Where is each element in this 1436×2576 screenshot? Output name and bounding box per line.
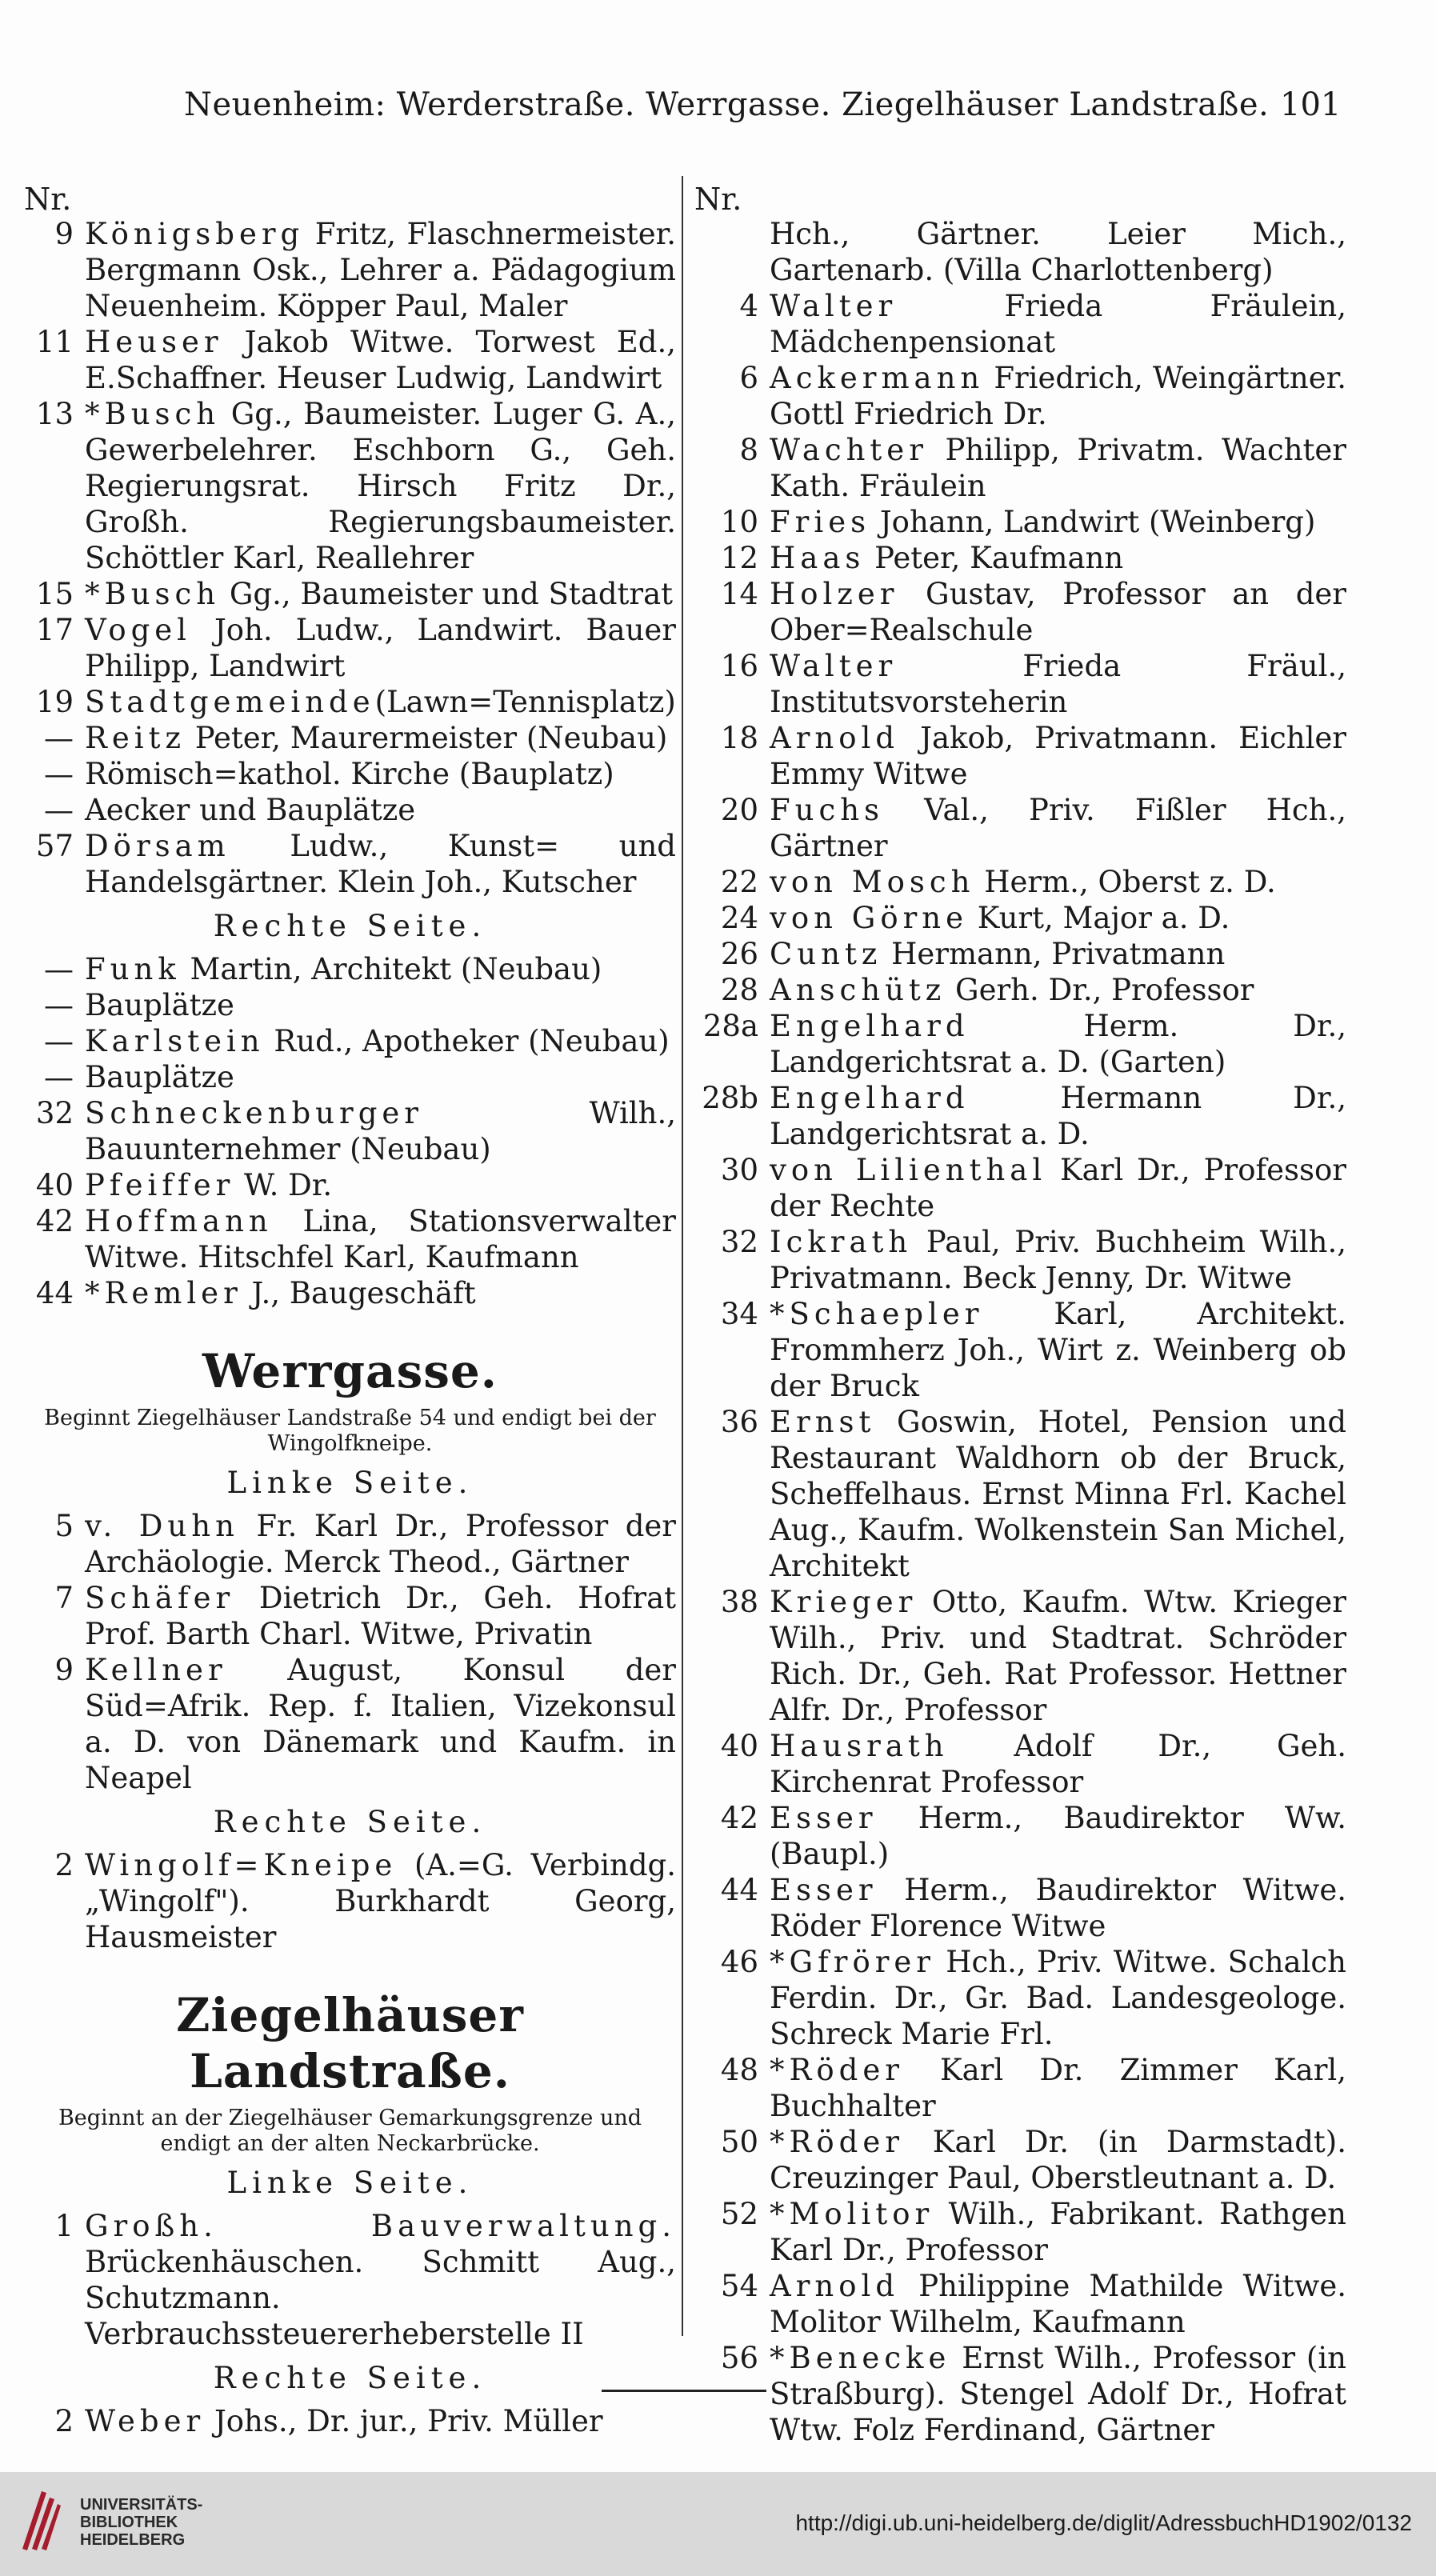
resident-name: *Röder [770,2125,904,2159]
address-entry [24,951,676,987]
entry-text [85,1095,676,1167]
address-entry [24,987,676,1023]
house-number: 10 [720,505,758,539]
side-heading: Linke Seite. [226,1466,474,1500]
entry-text [770,360,1346,432]
address-entry [24,684,676,720]
entry-text [770,972,1346,1008]
entry-details: W. Dr. [234,1168,333,1202]
resident-name: Ackermann [770,361,985,395]
house-number: 20 [720,793,758,827]
house-number: 38 [720,1585,758,1619]
resident-name: v. Duhn [85,1509,239,1543]
side-heading: Rechte Seite. [213,2361,487,2395]
house-number: 57 [35,829,74,863]
resident-name: Cuntz [770,937,882,971]
house-number: 2 [54,1848,74,1882]
house-number: 26 [720,937,758,971]
house-number: 12 [720,541,758,575]
address-entry [24,576,676,612]
column-divider [682,176,683,2336]
entry-details: Johann, Landwirt (Weinberg) [870,505,1316,539]
entry-details: Aecker und Bauplätze [85,793,416,827]
house-number: — [44,793,74,827]
side-heading: Rechte Seite. [213,1805,487,1839]
entry-text [770,648,1346,720]
entry-details: Philipp, Privatm. Wachter Kath. Fräulein [770,433,1346,503]
entry-details: Lina, Stationsverwalter Witwe. Hitschfel Karl, Kaufmann [85,1204,676,1274]
resident-name: *Benecke [770,2341,951,2375]
address-entry [24,1203,676,1275]
address-entry [694,216,1346,288]
address-entry [694,972,1346,1008]
entry-details: Peter, Maurermeister (Neubau) [185,721,668,755]
entry-details: Bauplätze [85,988,234,1022]
entry-details: Otto, Kaufm. Wtw. Krieger Wilh., Priv. und Stadtrat. Schröder Rich. Dr., Geh. Rat Professor. Hettner Alfr. Dr., Professor [770,1585,1346,1727]
entry-details: Karl Dr., Professor der Rechte [770,1153,1346,1223]
resident-name: Walter [770,289,898,323]
entry-details: Herm., Baudirektor Witwe. Röder Florence Witwe [770,1873,1346,1943]
entry-text [85,1167,676,1203]
address-entry [694,720,1346,792]
entry-details: Karl Dr. Zimmer Karl, Buchhalter [770,2053,1346,2123]
address-entry [694,540,1346,576]
address-entry [24,792,676,828]
street-note: Beginnt Ziegelhäuser Landstraße 54 und endigt bei der Wingolfkneipe. [44,1406,656,1456]
page-number: 101 [1280,86,1342,123]
address-entry [24,396,676,576]
entry-text [770,576,1346,648]
house-number: 14 [720,577,758,611]
running-head: Neuenheim: Werderstraße. Werrgasse. Ziegelhäuser Landstraße. [184,86,1270,123]
entry-text [85,1023,676,1059]
street-heading-ziegelhaeuser: Ziegelhäuser Landstraße. [176,1988,524,2098]
house-number: 28b [702,1081,758,1115]
address-entry [694,360,1346,432]
entry-details: Frieda Fräulein, Mädchenpensionat [770,289,1346,359]
entry-text [770,1584,1346,1728]
entry-text [85,324,676,396]
resident-name: Anschütz [770,973,946,1007]
entry-details: Hch., Gärtner. Leier Mich., Gartenarb. (Villa Charlottenberg) [770,217,1346,287]
entry-text [770,1872,1346,1944]
address-entry [694,1296,1346,1404]
house-number: 1 [54,2209,74,2243]
address-entry [694,1944,1346,2052]
resident-name: Esser [770,1873,878,1907]
entry-details: (Lawn=Tennisplatz) [374,685,676,719]
house-number: 54 [720,2269,758,2303]
entry-details: Peter, Kaufmann [865,541,1124,575]
house-number: — [44,988,74,1022]
entry-details: Hch., Priv. Witwe. Schalch Ferdin. Dr., Gr. Bad. Landesgeologe. Schreck Marie Frl. [770,1945,1346,2051]
entry-details: Jakob, Privatmann. Eichler Emmy Witwe [770,721,1346,791]
house-number: 34 [720,1297,758,1331]
entry-details: Römisch=kathol. Kirche (Bauplatz) [85,757,614,791]
address-entry [24,1847,676,1955]
entry-details: Herm., Oberst z. D. [974,865,1276,899]
address-entry [24,612,676,684]
address-entry [24,756,676,792]
address-entry [24,1508,676,1580]
house-number [694,216,770,288]
library-logo-icon [18,2486,62,2554]
entry-details: Val., Priv. Fißler Hch., Gärtner [770,793,1346,863]
resident-name: Wachter [770,433,928,467]
address-entry [24,1023,676,1059]
entry-text [770,1008,1346,1080]
entry-details: Ludw., Kunst= und Handelsgärtner. Klein Joh., Kutscher [85,829,676,899]
entry-text [770,2268,1346,2340]
entry-text [770,216,1346,288]
resident-name: Schneckenburger [85,1096,423,1130]
resident-name: Pfeiffer [85,1168,235,1202]
house-number: 50 [720,2125,758,2159]
entry-details: Adolf Dr., Geh. Kirchenrat Professor [770,1729,1346,1799]
resident-name: Großh. Bauverwaltung. [85,2209,676,2243]
house-number: 2 [54,2404,74,2438]
address-entry [694,2268,1346,2340]
side-heading: Linke Seite. [226,2166,474,2200]
entry-details: Martin, Architekt (Neubau) [180,952,602,986]
end-rule [602,2390,766,2392]
entry-details: Goswin, Hotel, Pension und Restaurant Waldhorn ob der Bruck, Scheffelhaus. Ernst Minna Frl. Kachel Aug., Kaufm. Wolkenstein San Michel, Architekt [770,1405,1346,1583]
entry-text [85,1203,676,1275]
entry-text [85,951,676,987]
entry-text [770,2124,1346,2196]
address-entry [24,1652,676,1796]
right-column [694,182,1346,2448]
entry-details: Hermann Dr., Landgerichtsrat a. D. [770,1081,1346,1151]
address-entry [694,2340,1346,2448]
address-entry [694,2052,1346,2124]
nr-label: Nr. [694,182,742,217]
resident-name: von Lilienthal [770,1153,1047,1187]
entry-text [85,792,676,828]
entry-list [24,1847,676,1955]
address-entry [694,1584,1346,1728]
entry-details: Fritz, Flaschnermeister. Bergmann Osk., Lehrer a. Pädagogium Neuenheim. Köpper Paul, Maler [85,217,676,323]
resident-name: *Busch [85,577,221,611]
entry-text [770,1404,1346,1584]
source-url-link[interactable]: http://digi.ub.uni-heidelberg.de/diglit/AdressbuchHD1902/0132 [795,2510,1412,2535]
house-number: 19 [35,685,74,719]
entry-text [770,936,1346,972]
house-number: — [44,721,74,755]
house-number: 56 [720,2341,758,2375]
resident-name: Kellner [85,1653,227,1687]
entry-text [770,1944,1346,2052]
entry-text [85,1580,676,1652]
resident-name: von Mosch [770,865,975,899]
address-entry [694,936,1346,972]
entry-details: (A.=G. Verbindg. „Wingolf"). Burkhardt Georg, Hausmeister [85,1848,676,1954]
entry-text [770,540,1346,576]
address-entry [24,1275,676,1311]
entry-text [770,1152,1346,1224]
address-entry [694,1872,1346,1944]
resident-name: Arnold [770,721,900,755]
entry-list [694,216,1346,2448]
house-number: 6 [739,361,758,395]
entry-text [85,612,676,684]
entry-text [770,2052,1346,2124]
resident-name: *Busch [85,397,221,431]
entry-details: Frieda Fräul., Institutsvorsteherin [770,649,1346,719]
entry-list [24,2208,676,2352]
resident-name: *Remler [85,1276,242,1310]
entry-details: Philippine Mathilde Witwe. Molitor Wilhelm, Kaufmann [770,2269,1346,2339]
entry-text [770,288,1346,360]
entry-text [85,2208,676,2352]
resident-name: Engelhard [770,1009,970,1043]
house-number: 22 [720,865,758,899]
entry-details: Herm., Baudirektor Ww. (Baupl.) [770,1801,1346,1871]
address-entry [694,1080,1346,1152]
address-entry [24,2208,676,2352]
resident-name: Haas [770,541,866,575]
left-column [24,182,676,2439]
entry-text [85,576,676,612]
entry-text [770,720,1346,792]
house-number: 16 [720,649,758,683]
entry-text [770,900,1346,936]
entry-details: Gg., Baumeister und Stadtrat [220,577,673,611]
house-number: 52 [720,2197,758,2231]
resident-name: Reitz [85,721,186,755]
address-entry [694,1728,1346,1800]
entry-text [770,1728,1346,1800]
entry-details: August, Konsul der Süd=Afrik. Rep. f. Italien, Vizekonsul a. D. von Dänemark und Kaufm. in Neapel [85,1653,676,1795]
entry-text [85,1508,676,1580]
entry-details: Gustav, Professor an der Ober=Realschule [770,577,1346,647]
entry-text [770,1800,1346,1872]
entry-text [770,432,1346,504]
house-number: — [44,952,74,986]
entry-text [770,1224,1346,1296]
resident-name: Wingolf=Kneipe [85,1848,398,1882]
entry-details: Hermann, Privatmann [882,937,1226,971]
address-entry [24,828,676,900]
house-number: 28a [702,1009,758,1043]
resident-name: Ernst [770,1405,876,1439]
resident-name: Stadtgemeinde [85,685,375,719]
address-entry [694,1404,1346,1584]
entry-text [85,756,676,792]
resident-name: Schäfer [85,1581,235,1615]
entry-details: Karl, Architekt. Frommherz Joh., Wirt z. Weinberg ob der Bruck [770,1297,1346,1403]
house-number: 48 [720,2053,758,2087]
house-number: — [44,1024,74,1058]
library-name-line: HEIDELBERG [80,2531,186,2549]
entry-text [85,1847,676,1955]
entry-details: Friedrich, Weingärtner. Gottl Friedrich Dr. [770,361,1346,431]
entry-details: Gerh. Dr., Professor [946,973,1254,1007]
address-entry [694,1224,1346,1296]
nr-label: Nr. [24,182,72,217]
address-entry [24,1167,676,1203]
resident-name: *Molitor [770,2197,934,2231]
house-number: — [44,1060,74,1094]
library-name-line: UNIVERSITÄTS- [80,2496,203,2514]
entry-text [770,792,1346,864]
address-entry [24,216,676,324]
entry-details: Paul, Priv. Buchheim Wilh., Privatmann. Beck Jenny, Dr. Witwe [770,1225,1346,1295]
house-number: — [44,757,74,791]
entry-list [24,951,676,1311]
resident-name: von Görne [770,901,969,935]
house-number: 32 [720,1225,758,1259]
address-entry [694,2196,1346,2268]
address-entry [694,648,1346,720]
address-entry [694,432,1346,504]
entry-text [85,720,676,756]
house-number: 24 [720,901,758,935]
house-number: 28 [720,973,758,1007]
resident-name: Dörsam [85,829,230,863]
address-entry [694,1800,1346,1872]
entry-details: Bauplätze [85,1060,234,1094]
address-entry [694,504,1346,540]
house-number: 5 [54,1509,74,1543]
resident-name: Heuser [85,325,223,359]
address-entry [694,792,1346,864]
entry-text [85,396,676,576]
entry-details: Brückenhäuschen. Schmitt Aug., Schutzmann. Verbrauchssteuererheberstelle II [85,2245,676,2351]
resident-name: Vogel [85,613,192,647]
entry-details: J., Baugeschäft [242,1276,476,1310]
entry-details: Wilh., Bauunternehmer (Neubau) [85,1096,676,1166]
house-number: 42 [720,1801,758,1835]
entry-details: Fr. Karl Dr., Professor der Archäologie. Merck Theod., Gärtner [85,1509,676,1579]
entry-details: Wilh., Fabrikant. Rathgen Karl Dr., Professor [770,2197,1346,2267]
house-number: 42 [35,1204,74,1238]
house-number: 11 [35,325,74,359]
resident-name: Esser [770,1801,878,1835]
address-entry [24,1059,676,1095]
address-entry [694,2124,1346,2196]
house-number: 44 [35,1276,74,1310]
resident-name: Fuchs [770,793,885,827]
entry-text [770,504,1346,540]
house-number: 46 [720,1945,758,1979]
house-number: 17 [35,613,74,647]
resident-name: Karlstein [85,1024,265,1058]
entry-text [770,864,1346,900]
house-number: 9 [54,217,74,251]
address-entry [694,864,1346,900]
address-entry [694,1152,1346,1224]
address-entry [694,900,1346,936]
resident-name: *Röder [770,2053,904,2087]
house-number: 13 [35,397,74,431]
house-number: 7 [54,1581,74,1615]
entry-text [770,1296,1346,1404]
house-number: 15 [35,577,74,611]
resident-name: Königsberg [85,217,305,251]
entry-details: Jakob Witwe. Torwest Ed., E.Schaffner. Heuser Ludwig, Landwirt [85,325,676,395]
entry-text [85,1275,676,1311]
entry-text [85,684,676,720]
street-note: Beginnt an der Ziegelhäuser Gemarkungsgrenze und endigt an der alten Neckarbrücke. [58,2106,642,2156]
resident-name: Holzer [770,577,899,611]
street-heading-werrgasse: Werrgasse. [202,1344,498,1398]
entry-list [24,1508,676,1796]
address-entry [24,324,676,396]
entry-details: Gg., Baumeister. Luger G. A., Gewerbelehrer. Eschborn G., Geh. Regierungsrat. Hirsch Fritz Dr., Großh. Regierungsbaumeister. Schöttler Karl, Reallehrer [85,397,676,575]
entry-text [85,1059,676,1095]
entry-details: Dietrich Dr., Geh. Hofrat Prof. Barth Charl. Witwe, Privatin [85,1581,676,1651]
resident-name: Krieger [770,1585,918,1619]
address-entry [24,720,676,756]
entry-details: Kurt, Major a. D. [968,901,1230,935]
resident-name: Arnold [770,2269,900,2303]
house-number: 18 [720,721,758,755]
resident-name: Hoffmann [85,1204,273,1238]
entry-text [85,987,676,1023]
resident-name: *Gfrörer [770,1945,935,1979]
house-number: 40 [720,1729,758,1763]
resident-name: Engelhard [770,1081,970,1115]
entry-details: Johs., Dr. jur., Priv. Müller [205,2404,603,2438]
entry-details: Herm. Dr., Landgerichtsrat a. D. (Garten) [770,1009,1346,1079]
house-number: 40 [35,1168,74,1202]
entry-details: Joh. Ludw., Landwirt. Bauer Philipp, Landwirt [85,613,676,683]
footer-bar [0,2472,1436,2576]
house-number: 30 [720,1153,758,1187]
resident-name: Funk [85,952,181,986]
library-name [80,2496,202,2549]
resident-name: Fries [770,505,871,539]
entry-text [85,1652,676,1796]
entry-details: Karl Dr. (in Darmstadt). Creuzinger Paul, Oberstleutnant a. D. [770,2125,1346,2195]
library-name-line: BIBLIOTHEK [80,2514,178,2531]
entry-list [24,2403,676,2439]
resident-name: Ickrath [770,1225,913,1259]
resident-name: *Schaepler [770,1297,984,1331]
address-entry [24,1580,676,1652]
address-entry [24,1095,676,1167]
address-entry [24,2403,676,2439]
address-entry [694,288,1346,360]
resident-name: Walter [770,649,898,683]
house-number: 9 [54,1653,74,1687]
entry-text [85,828,676,900]
entry-text [770,1080,1346,1152]
entry-text [85,216,676,324]
entry-details: Ernst Wilh., Professor (in Straßburg). Stengel Adolf Dr., Hofrat Wtw. Folz Ferdinand, Gärtner [770,2341,1346,2447]
house-number: 44 [720,1873,758,1907]
entry-list [24,216,676,900]
house-number: 32 [35,1096,74,1130]
entry-text [770,2340,1346,2448]
house-number: 4 [739,289,758,323]
address-entry [694,576,1346,648]
entry-text [85,2403,676,2439]
resident-name: Hausrath [770,1729,949,1763]
house-number: 36 [720,1405,758,1439]
house-number: 8 [739,433,758,467]
address-entry [694,1008,1346,1080]
entry-text [770,2196,1346,2268]
side-heading: Rechte Seite. [213,909,487,943]
resident-name: Weber [85,2404,206,2438]
entry-details: Rud., Apotheker (Neubau) [264,1024,670,1058]
